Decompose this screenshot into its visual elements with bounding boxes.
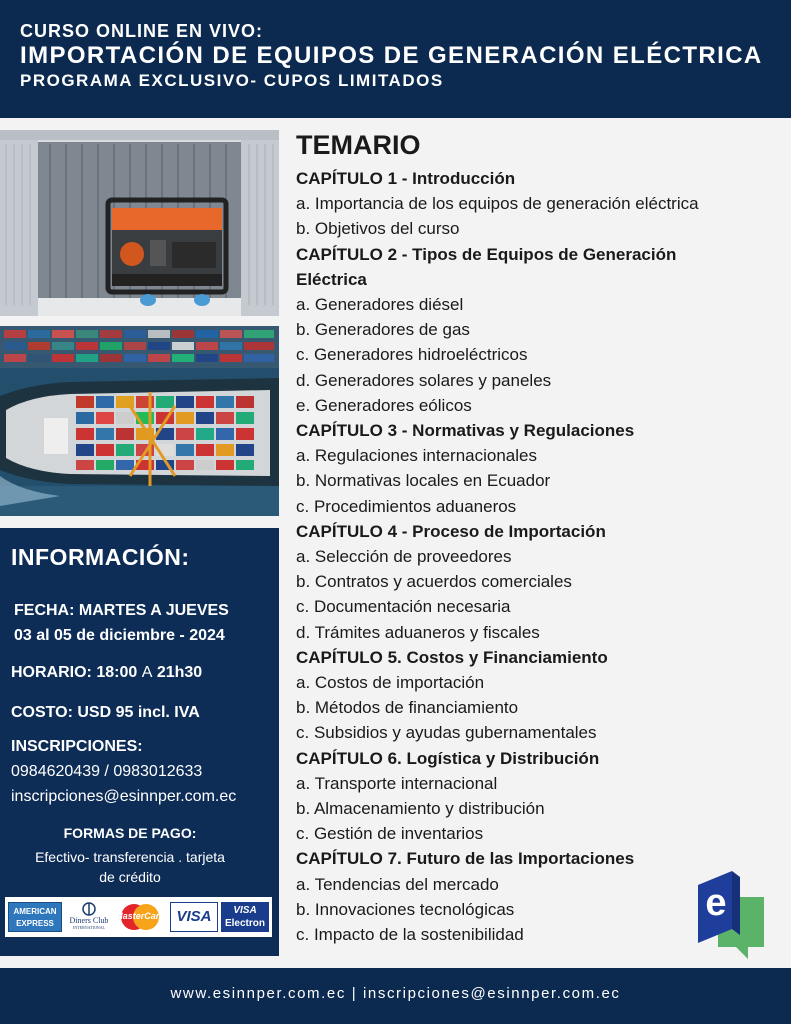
schedule <box>11 664 202 682</box>
course-title: IMPORTACIÓN DE EQUIPOS DE GENERACIÓN ELÉCTRICA <box>20 42 763 69</box>
visa-electron-text-2: Electron <box>224 918 265 929</box>
syllabus-item: b. Contratos y acuerdos comerciales <box>296 572 572 592</box>
chapter-heading: CAPÍTULO 2 - Tipos de Equipos de Generación <box>296 244 677 264</box>
chapter-heading: CAPÍTULO 6. Logística y Distribución <box>296 748 600 768</box>
logo-letter: e <box>705 882 727 924</box>
syllabus-item: a. Transporte internacional <box>296 773 498 793</box>
generator-photo <box>0 130 279 316</box>
syllabus-item: b. Métodos de financiamiento <box>296 698 519 718</box>
payment-label: FORMAS DE PAGO: <box>63 825 197 841</box>
visa-electron-text-1: VISA <box>233 905 257 916</box>
diners-text-2: INTERNATIONAL <box>73 925 105 930</box>
amex-text-2: EXPRESS <box>16 919 54 928</box>
syllabus-item: b. Generadores de gas <box>296 320 470 340</box>
syllabus-item: b. Normativas locales en Ecuador <box>296 471 551 491</box>
card-logos <box>5 897 272 937</box>
syllabus-item: c. Impacto de la sostenibilidad <box>296 925 524 945</box>
info-panel <box>0 528 279 956</box>
payment-methods-line1: Efectivo- transferencia . tarjeta <box>35 849 225 865</box>
diners-logo <box>65 902 113 932</box>
schedule-end: 21h30 <box>156 664 203 681</box>
amex-text-1: AMERICAN <box>13 907 57 916</box>
mastercard-logo <box>115 902 165 932</box>
chapter-heading: Eléctrica <box>296 269 367 289</box>
visa-logo <box>170 902 218 932</box>
mastercard-text: MasterCard <box>115 911 165 921</box>
syllabus-item: c. Gestión de inventarios <box>296 824 484 844</box>
syllabus-item: a. Costos de importación <box>296 673 485 693</box>
syllabus-item: b. Innovaciones tecnológicas <box>296 899 515 919</box>
chapter-heading: CAPÍTULO 4 - Proceso de Importación <box>296 521 606 541</box>
syllabus-item: d. Generadores solares y paneles <box>296 370 552 390</box>
chapter-heading: CAPÍTULO 7. Futuro de las Importaciones <box>296 849 635 869</box>
chapter-heading: CAPÍTULO 5. Costos y Financiamiento <box>296 647 608 667</box>
syllabus-item: c. Documentación necesaria <box>296 597 511 617</box>
date-block <box>14 598 229 648</box>
visa-text: VISA <box>176 908 212 925</box>
footer <box>0 968 791 1024</box>
registration-label: INSCRIPCIONES: <box>11 738 143 755</box>
chapter-heading: CAPÍTULO 1 - Introducción <box>296 169 516 188</box>
chapter-heading: CAPÍTULO 3 - Normativas y Regulaciones <box>296 421 635 441</box>
phone-numbers: 0984620439 / 0983012633 <box>11 763 203 780</box>
payment-methods-line2: de crédito <box>99 869 161 885</box>
syllabus-item: a. Importancia de los equipos de generación eléctrica <box>296 194 699 214</box>
footer-contact[interactable]: www.esinnper.com.ec | inscripciones@esinnper.com.ec <box>170 985 621 1002</box>
syllabus <box>296 128 699 947</box>
syllabus-item: a. Selección de proveedores <box>296 547 512 567</box>
syllabus-item: e. Generadores eólicos <box>296 395 472 415</box>
syllabus-title: TEMARIO <box>296 130 421 160</box>
course-type: CURSO ONLINE EN VIVO: <box>20 21 264 41</box>
syllabus-item: a. Regulaciones internacionales <box>296 446 537 466</box>
schedule-start: HORARIO: 18:00 <box>11 664 138 681</box>
course-subtitle: PROGRAMA EXCLUSIVO- CUPOS LIMITADOS <box>20 71 444 90</box>
syllabus-item: c. Generadores hidroeléctricos <box>296 345 528 365</box>
syllabus-list <box>296 166 699 947</box>
syllabus-item: b. Almacenamiento y distribución <box>296 799 545 819</box>
date-label: FECHA: MARTES A JUEVES <box>14 602 229 619</box>
header-banner <box>0 0 791 118</box>
syllabus-item: d. Trámites aduaneros y fiscales <box>296 622 540 642</box>
schedule-separator: A <box>141 664 153 681</box>
syllabus-item: a. Generadores diésel <box>296 295 464 315</box>
esinnper-logo <box>696 871 766 961</box>
syllabus-item: b. Objetivos del curso <box>296 219 460 239</box>
diners-emblem-icon <box>81 902 97 916</box>
syllabus-item: a. Tendencias del mercado <box>296 874 499 894</box>
container-ship-photo <box>0 326 279 516</box>
payment-methods <box>10 847 250 887</box>
info-title: INFORMACIÓN: <box>11 544 190 570</box>
amex-logo <box>8 902 62 932</box>
price: COSTO: USD 95 incl. IVA <box>11 704 200 721</box>
visa-electron-logo <box>221 902 269 932</box>
syllabus-item: c. Subsidios y ayudas gubernamentales <box>296 723 597 743</box>
registration-email[interactable]: inscripciones@esinnper.com.ec <box>11 788 237 805</box>
syllabus-item: c. Procedimientos aduaneros <box>296 496 517 516</box>
diners-text-1: Diners Club <box>69 916 109 925</box>
date-value: 03 al 05 de diciembre - 2024 <box>14 627 225 644</box>
